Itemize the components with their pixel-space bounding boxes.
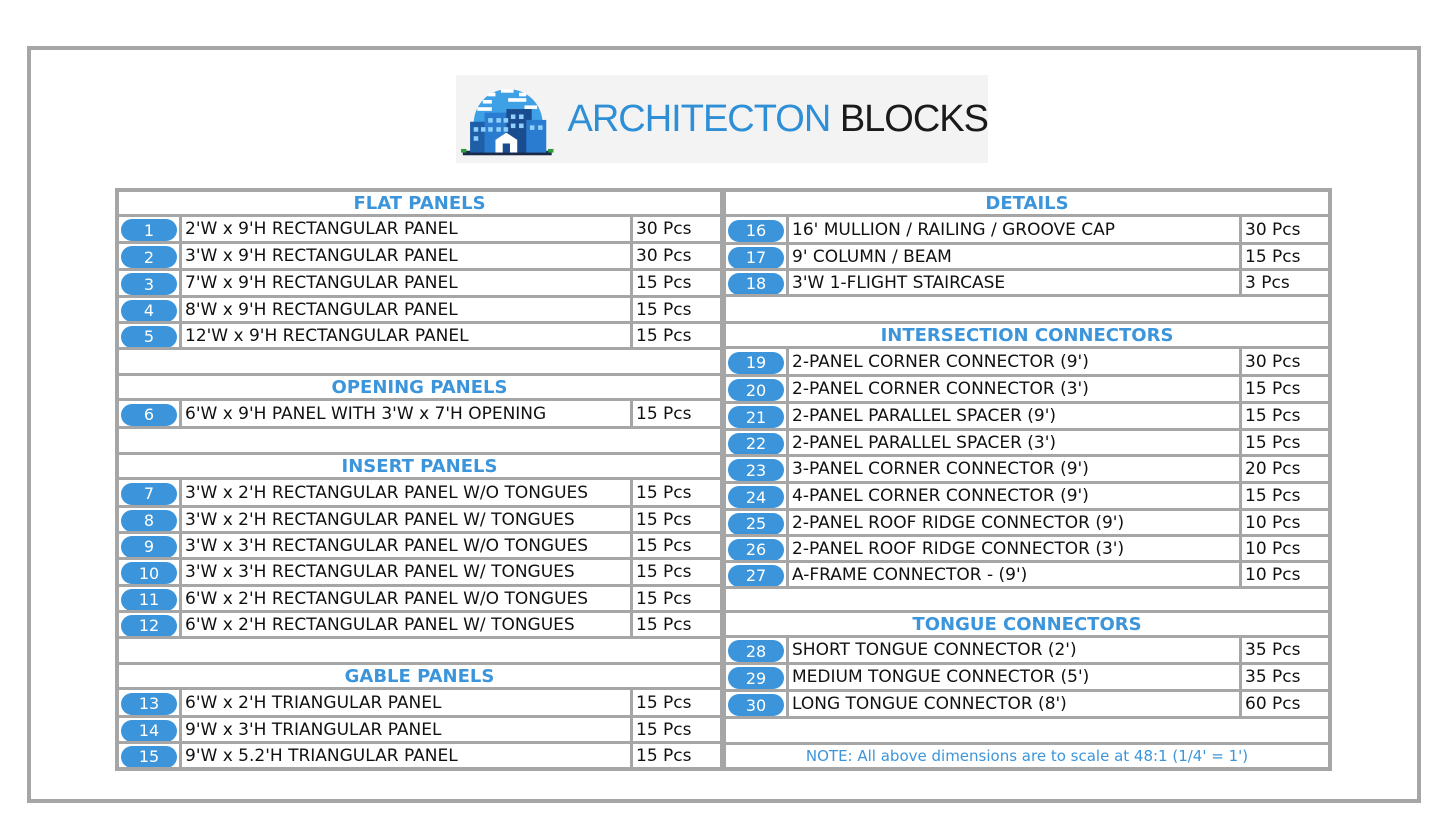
blank-row <box>726 297 1328 321</box>
item-number-badge: 12 <box>121 615 177 637</box>
item-quantity: 15 Pcs <box>1242 377 1328 401</box>
table-row <box>726 692 1328 716</box>
item-quantity: 15 Pcs <box>633 298 720 321</box>
blank-row <box>119 429 720 452</box>
item-quantity: 10 Pcs <box>1242 511 1328 534</box>
item-description: 6'W x 2'H RECTANGULAR PANEL W/O TONGUES <box>182 587 630 610</box>
brand-name <box>568 98 989 141</box>
item-number-badge: 15 <box>121 746 177 768</box>
item-quantity: 30 Pcs <box>1242 217 1328 242</box>
item-quantity: 15 Pcs <box>633 718 720 741</box>
item-description: SHORT TONGUE CONNECTOR (2') <box>789 638 1239 662</box>
item-description: 2-PANEL PARALLEL SPACER (9') <box>789 404 1239 428</box>
blank-row <box>119 350 720 373</box>
table-row <box>726 245 1328 268</box>
table-row <box>726 511 1328 534</box>
item-quantity: 30 Pcs <box>1242 349 1328 374</box>
table-row <box>726 431 1328 454</box>
item-number-badge: 8 <box>121 510 177 532</box>
table-row <box>119 217 720 241</box>
item-quantity: 15 Pcs <box>1242 484 1328 508</box>
item-number-badge: 27 <box>728 565 784 587</box>
item-description: 2-PANEL ROOF RIDGE CONNECTOR (3') <box>789 537 1239 560</box>
item-number-badge: 22 <box>728 433 784 455</box>
item-quantity: 15 Pcs <box>633 324 720 347</box>
table-row <box>119 534 720 557</box>
item-description: 3'W x 3'H RECTANGULAR PANEL W/ TONGUES <box>182 560 630 584</box>
brand-secondary: BLOCKS <box>839 97 988 140</box>
left-parts-table <box>115 188 724 771</box>
item-quantity: 60 Pcs <box>1242 692 1328 716</box>
item-number-badge: 20 <box>728 379 784 401</box>
item-number-badge: 4 <box>121 300 177 322</box>
item-number-badge: 6 <box>121 404 177 426</box>
item-description: 8'W x 9'H RECTANGULAR PANEL <box>182 298 630 321</box>
table-row <box>119 401 720 426</box>
item-number-badge: 18 <box>728 273 784 295</box>
section-title-flat-panels: FLAT PANELS <box>119 192 720 214</box>
item-quantity: 15 Pcs <box>633 587 720 610</box>
item-number-badge: 11 <box>121 589 177 611</box>
item-description: 3'W x 3'H RECTANGULAR PANEL W/O TONGUES <box>182 534 630 557</box>
item-description: 3'W 1-FLIGHT STAIRCASE <box>789 271 1239 294</box>
item-quantity: 30 Pcs <box>633 217 720 241</box>
item-number-badge: 13 <box>121 693 177 715</box>
table-row <box>119 718 720 741</box>
table-row <box>119 244 720 268</box>
item-description: 6'W x 2'H RECTANGULAR PANEL W/ TONGUES <box>182 613 630 636</box>
item-description: A-FRAME CONNECTOR - (9') <box>789 563 1239 586</box>
item-number-badge: 30 <box>728 694 784 716</box>
item-number-badge: 10 <box>121 562 177 584</box>
table-row <box>119 508 720 531</box>
item-description: 2-PANEL CORNER CONNECTOR (3') <box>789 377 1239 401</box>
table-row <box>726 563 1328 586</box>
item-description: LONG TONGUE CONNECTOR (8') <box>789 692 1239 716</box>
item-description: 16' MULLION / RAILING / GROOVE CAP <box>789 217 1239 242</box>
item-number-badge: 1 <box>121 219 177 241</box>
item-description: 2-PANEL ROOF RIDGE CONNECTOR (9') <box>789 511 1239 534</box>
right-parts-table <box>722 188 1332 771</box>
item-number-badge: 26 <box>728 539 784 561</box>
table-row <box>726 537 1328 560</box>
item-quantity: 15 Pcs <box>633 480 720 505</box>
table-row <box>726 638 1328 662</box>
item-description: 3'W x 9'H RECTANGULAR PANEL <box>182 244 630 268</box>
scale-note: NOTE: All above dimensions are to scale at 48:1 (1/4' = 1') <box>726 745 1328 767</box>
item-description: 6'W x 2'H TRIANGULAR PANEL <box>182 690 630 715</box>
item-number-badge: 23 <box>728 459 784 481</box>
item-number-badge: 5 <box>121 326 177 348</box>
item-quantity: 30 Pcs <box>633 244 720 268</box>
blank-row <box>119 639 720 662</box>
item-description: 3'W x 2'H RECTANGULAR PANEL W/ TONGUES <box>182 508 630 531</box>
table-row <box>726 377 1328 401</box>
item-number-badge: 29 <box>728 667 784 689</box>
brand-primary: ARCHITECTON <box>567 97 831 140</box>
item-quantity: 15 Pcs <box>1242 245 1328 268</box>
section-title-details: DETAILS <box>726 192 1328 214</box>
item-description: 2-PANEL PARALLEL SPACER (3') <box>789 431 1239 454</box>
item-quantity: 20 Pcs <box>1242 457 1328 481</box>
item-description: 2-PANEL CORNER CONNECTOR (9') <box>789 349 1239 374</box>
item-description: 9'W x 5.2'H TRIANGULAR PANEL <box>182 744 630 767</box>
item-quantity: 15 Pcs <box>633 508 720 531</box>
item-number-badge: 25 <box>728 513 784 535</box>
item-quantity: 15 Pcs <box>1242 431 1328 454</box>
item-quantity: 10 Pcs <box>1242 537 1328 560</box>
item-description: 9'W x 3'H TRIANGULAR PANEL <box>182 718 630 741</box>
item-number-badge: 17 <box>728 247 784 269</box>
brand-logo <box>456 75 988 163</box>
table-row <box>119 560 720 584</box>
item-number-badge: 28 <box>728 640 784 662</box>
item-quantity: 35 Pcs <box>1242 638 1328 662</box>
table-row <box>119 324 720 347</box>
item-quantity: 15 Pcs <box>633 560 720 584</box>
table-row <box>726 665 1328 689</box>
table-row <box>119 480 720 505</box>
item-number-badge: 3 <box>121 273 177 295</box>
table-row <box>119 690 720 715</box>
table-row <box>119 298 720 321</box>
table-row <box>726 484 1328 508</box>
blank-row <box>726 589 1328 610</box>
item-number-badge: 24 <box>728 486 784 508</box>
table-row <box>119 613 720 636</box>
section-title-tongue-connectors: TONGUE CONNECTORS <box>726 613 1328 635</box>
table-row <box>119 271 720 295</box>
item-quantity: 15 Pcs <box>1242 404 1328 428</box>
table-row <box>726 457 1328 481</box>
section-title-insert-panels: INSERT PANELS <box>119 455 720 477</box>
item-description: 3-PANEL CORNER CONNECTOR (9') <box>789 457 1239 481</box>
item-quantity: 15 Pcs <box>633 613 720 636</box>
item-number-badge: 16 <box>728 220 784 242</box>
item-description: 2'W x 9'H RECTANGULAR PANEL <box>182 217 630 241</box>
item-quantity: 15 Pcs <box>633 744 720 767</box>
table-row <box>119 744 720 767</box>
item-description: 7'W x 9'H RECTANGULAR PANEL <box>182 271 630 295</box>
item-description: 3'W x 2'H RECTANGULAR PANEL W/O TONGUES <box>182 480 630 505</box>
item-number-badge: 7 <box>121 483 177 505</box>
section-title-gable-panels: GABLE PANELS <box>119 665 720 687</box>
item-description: 4-PANEL CORNER CONNECTOR (9') <box>789 484 1239 508</box>
item-description: MEDIUM TONGUE CONNECTOR (5') <box>789 665 1239 689</box>
item-quantity: 35 Pcs <box>1242 665 1328 689</box>
item-number-badge: 14 <box>121 720 177 742</box>
item-description: 6'W x 9'H PANEL WITH 3'W x 7'H OPENING <box>182 401 630 426</box>
building-logo-icon <box>461 78 554 160</box>
blank-row <box>726 719 1328 742</box>
item-description: 12'W x 9'H RECTANGULAR PANEL <box>182 324 630 347</box>
item-description: 9' COLUMN / BEAM <box>789 245 1239 268</box>
table-row <box>726 349 1328 374</box>
section-title-intersection-connectors: INTERSECTION CONNECTORS <box>726 324 1328 346</box>
item-quantity: 10 Pcs <box>1242 563 1328 586</box>
section-title-opening-panels: OPENING PANELS <box>119 376 720 398</box>
item-number-badge: 9 <box>121 536 177 558</box>
item-quantity: 15 Pcs <box>633 690 720 715</box>
item-number-badge: 2 <box>121 246 177 268</box>
item-number-badge: 19 <box>728 352 784 374</box>
table-row <box>726 217 1328 242</box>
item-quantity: 15 Pcs <box>633 534 720 557</box>
table-row <box>119 587 720 610</box>
item-quantity: 3 Pcs <box>1242 271 1328 294</box>
table-row <box>726 404 1328 428</box>
item-quantity: 15 Pcs <box>633 271 720 295</box>
item-quantity: 15 Pcs <box>633 401 720 426</box>
table-row <box>726 271 1328 294</box>
item-number-badge: 21 <box>728 406 784 428</box>
